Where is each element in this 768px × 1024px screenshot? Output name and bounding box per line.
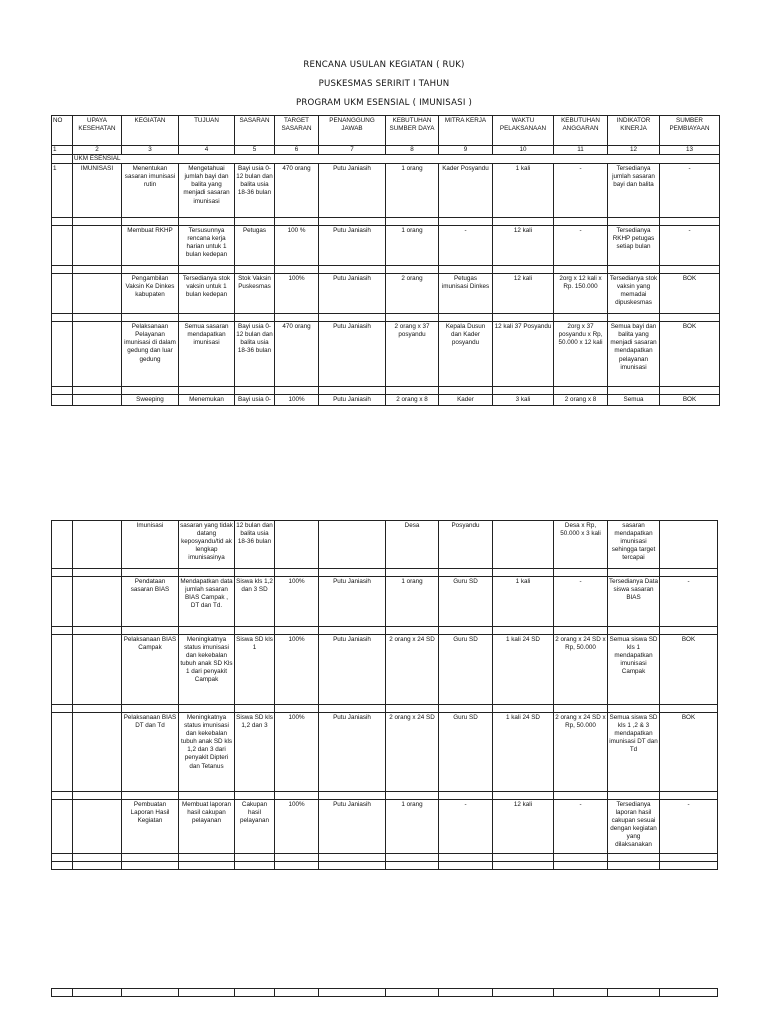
table-cell: Tersedianya Data siswa sasaran BIAS [608,577,660,627]
table-cell: Kader [439,395,493,406]
table-cell: 1 kali [493,164,554,218]
table-cell: 470 orang [275,164,319,218]
table-cell [319,521,386,569]
table-cell: Mendapatkan data jumlah sasaran BIAS Campak , DT dan Td. [179,577,235,627]
table-cell: Meningkatnya status imunisasi dan kekebalan tubuh anak SD Kls 1 dari penyakit Campak [179,635,235,705]
table-cell: Membuat laporan hasil cakupan pelayanan [179,800,235,854]
table-cell [73,395,122,406]
table-cell: Kepala Dusun dan Kader posyandu [439,322,493,387]
table-cell: Putu Janiasih [319,800,386,854]
table-cell: Putu Janiasih [319,226,386,266]
table-cell: Tersusunnya rencana kerja harian untuk 1 bulan kedepan [179,226,235,266]
table-cell: Putu Janiasih [319,322,386,387]
table-cell [73,521,122,569]
table-cell: BOK [660,635,718,705]
table-cell: Pembuatan Laporan Hasil Kegiatan [122,800,179,854]
table-cell: Tersedianya RKHP petugas setiap bulan [608,226,660,266]
table-cell [52,800,73,854]
column-header: MITRA KERJA [439,116,493,146]
table-cell: 1 kali 24 SD [493,635,554,705]
table-cell: 100 % [275,226,319,266]
doc-title: RENCANA USULAN KEGIATAN ( RUK) [303,60,465,70]
column-number: 12 [608,146,660,155]
table-cell: - [554,226,608,266]
column-header: TARGET SASARAN [275,116,319,146]
table-cell: 1 orang [386,164,439,218]
table-cell: BOK [660,713,718,792]
page-2-rows [52,521,718,870]
table-cell: 12 kali [493,274,554,314]
table-cell: Semua [608,395,660,406]
table-cell: Tersedianya jumlah sasaran bayi dan balita [608,164,660,218]
column-header: KEBUTUHAN SUMBER DAYA [386,116,439,146]
table-cell: 100% [275,274,319,314]
table-cell [73,713,122,792]
table-cell [73,635,122,705]
table-cell: - [554,164,608,218]
table-cell: 3 kali [493,395,554,406]
table-cell: 2 orang x 24 SD x Rp, 50.000 [554,635,608,705]
column-number: 11 [554,146,608,155]
column-number: 4 [179,146,235,155]
table-cell [52,713,73,792]
table-cell [52,226,73,266]
table-cell: Bayi usia 0- [235,395,275,406]
column-number: 1 [52,146,73,155]
column-header: NO [52,116,73,146]
column-number: 13 [660,146,720,155]
table-cell: - [660,164,720,218]
table-cell: Pengambilan Vaksin Ke Dinkes kabupaten [122,274,179,314]
column-number-row [52,146,720,155]
table-cell: 12 kali [493,226,554,266]
table-cell: 470 orang [275,322,319,387]
table-cell: sasaran mendapatkan imunisasi sehingga target tercapai [608,521,660,569]
ruk-table-page-3 [51,988,718,997]
table-cell: Petugas imunisasi Dinkes [439,274,493,314]
table-row-empty [52,989,718,997]
table-cell [73,274,122,314]
column-number: 6 [275,146,319,155]
table-cell [73,322,122,387]
table-cell: - [660,577,718,627]
table-cell: Guru SD [439,713,493,792]
table-row [52,577,718,627]
table-row [52,274,720,314]
table-cell: 2 orang x 24 SD x Rp, 50.000 [554,713,608,792]
table-cell [73,226,122,266]
table-cell: Semua bayi dan balita yang menjadi sasaran mendapatkan pelayanan imunisasi [608,322,660,387]
table-cell: Semua sasaran mendapatkan imunisasi [179,322,235,387]
table-cell: Tersedianya stok vaksin untuk 1 bulan kedepan [179,274,235,314]
table-cell: 1 kali 24 SD [493,713,554,792]
table-row [52,800,718,854]
table-cell [73,800,122,854]
table-cell: Putu Janiasih [319,635,386,705]
table-row [52,226,720,266]
table-row [52,635,718,705]
column-number: 7 [319,146,386,155]
table-row-empty [52,862,718,870]
table-cell: Putu Janiasih [319,395,386,406]
ruk-table-page-2 [51,520,718,870]
table-cell [52,274,73,314]
table-cell: Bayi usia 0-12 bulan dan balita usia 18-36 bulan [235,164,275,218]
table-cell: 100% [275,577,319,627]
table-cell: 2 orang x 24 SD [386,635,439,705]
table-cell [73,577,122,627]
table-cell: 2org x 37 posyandu x Rp, 50.000 x 12 kali [554,322,608,387]
table-cell: Siswa kls 1,2 dan 3 SD [235,577,275,627]
table-cell: sasaran yang tidak datang keposyandu/tid ak lengkap imunisasinya [179,521,235,569]
table-cell: Menemukan [179,395,235,406]
table-cell [493,521,554,569]
table-cell: Siswa SD kls 1,2 dan 3 [235,713,275,792]
table-cell: Putu Janiasih [319,274,386,314]
column-number: 5 [235,146,275,155]
section-label: UKM ESENSIAL [73,155,720,164]
doc-subtitle-program: PROGRAM UKM ESENSIAL ( IMUNISASI ) [295,98,473,108]
table-cell: Stok Vaksin Puskesmas [235,274,275,314]
table-cell: Semua siswa SD kls 1 ,2 & 3 mendapatkan imunisasi DT dan Td [608,713,660,792]
table-cell: BOK [660,395,720,406]
table-row-empty [52,792,718,800]
column-header: KEBUTUHAN ANGGARAN [554,116,608,146]
column-number: 2 [73,146,122,155]
table-cell: - [660,226,720,266]
column-header: UPAYA KESEHATAN [73,116,122,146]
column-number: 9 [439,146,493,155]
table-row-empty [52,569,718,577]
table-cell: 2 orang x 37 posyandu [386,322,439,387]
table-cell [660,521,718,569]
table-cell: 2 orang [386,274,439,314]
table-cell: 1 orang [386,226,439,266]
table-cell [52,521,73,569]
column-header: INDIKATOR KINERJA [608,116,660,146]
table-cell: Sweeping [122,395,179,406]
table-row-empty [52,854,718,862]
table-cell: Posyandu [439,521,493,569]
table-cell: Membuat RKHP [122,226,179,266]
table-cell: Putu Janiasih [319,164,386,218]
table-row [52,713,718,792]
document-header [0,56,768,113]
table-cell: Kader Posyandu [439,164,493,218]
table-cell: Tersedianya stok vaksin yang memadai dipuskesmas [608,274,660,314]
table-cell: BOK [660,322,720,387]
table-cell: Putu Janiasih [319,713,386,792]
column-header: TUJUAN [179,116,235,146]
table-row-empty [52,705,718,713]
table-cell: 1 [52,164,73,218]
table-cell: Meningkatnya status imunisasi dan kekebalan tubuh anak SD kls 1,2 dan 3 dari penyakit Dipteri dan Tetanus [179,713,235,792]
table-cell: BOK [660,274,720,314]
table-cell [275,521,319,569]
table-cell: 12 bulan dan balita usia 18-36 bulan [235,521,275,569]
table-cell: Siswa SD kls 1 [235,635,275,705]
table-cell: Cakupan hasil pelayanan [235,800,275,854]
table-row [52,322,720,387]
table-cell: 1 kali [493,577,554,627]
table-cell: 1 orang [386,577,439,627]
table-cell [52,395,73,406]
table-cell: Desa x Rp, 50.000 x 3 kali [554,521,608,569]
doc-subtitle-puskesmas: PUSKESMAS SERIRIT I TAHUN [318,79,450,89]
table-row-empty [52,387,720,395]
table-cell: - [554,800,608,854]
table-cell: 2 orang x 24 SD [386,713,439,792]
table-row-empty [52,314,720,322]
table-cell: 1 orang [386,800,439,854]
column-header: WAKTU PELAKSANAAN [493,116,554,146]
table-row [52,395,720,406]
column-header: PENANGGUNG JAWAB [319,116,386,146]
table-cell: Pelaksanaan Pelayanan imunisasi di dalam gedung dan luar gedung [122,322,179,387]
table-cell: IMUNISASI [73,164,122,218]
column-header: KEGIATAN [122,116,179,146]
table-cell: 12 kali [493,800,554,854]
table-cell: - [660,800,718,854]
table-cell: Putu Janiasih [319,577,386,627]
table-cell: 100% [275,713,319,792]
table-cell: Semua siswa SD kls 1 mendapatkan imunisasi Campak [608,635,660,705]
table-cell: 2 orang x 8 [554,395,608,406]
table-cell: Pendataan sasaran BIAS [122,577,179,627]
table-row [52,521,718,569]
table-cell: - [439,800,493,854]
table-cell: Pelaksanaan BIAS Campak [122,635,179,705]
table-cell: Imunisasi [122,521,179,569]
table-cell [52,322,73,387]
column-number: 3 [122,146,179,155]
table-cell: Menentukan sasaran imunisasi rutin [122,164,179,218]
section-row [52,155,720,164]
column-header: SASARAN [235,116,275,146]
table-cell: - [554,577,608,627]
table-row-empty [52,266,720,274]
column-header: SUMBER PEMBIAYAAN [660,116,720,146]
table-cell: Mengetahuai jumlah bayi dan balita yang menjadi sasaran imunisasi [179,164,235,218]
table-cell: Guru SD [439,635,493,705]
table-cell: 2org x 12 kali x Rp. 150.000 [554,274,608,314]
column-number: 10 [493,146,554,155]
table-cell [52,635,73,705]
column-number: 8 [386,146,439,155]
table-cell: Petugas [235,226,275,266]
table-cell: 2 orang x 8 [386,395,439,406]
table-row-empty [52,218,720,226]
table-row [52,164,720,218]
ruk-table-page-1 [51,115,720,406]
page-1-rows [52,164,720,406]
table-cell: 100% [275,800,319,854]
table-cell: 100% [275,395,319,406]
table-cell: - [439,226,493,266]
table-cell: Pelaksanaan BIAS DT dan Td [122,713,179,792]
table-cell: 12 kali 37 Posyandu [493,322,554,387]
table-cell: Bayi usia 0-12 bulan dan balita usia 18-36 bulan [235,322,275,387]
table-cell: 100% [275,635,319,705]
table-cell: Tersedianya laporan hasil cakupan sesuai dengan kegiatan yang dilaksanakan [608,800,660,854]
table-cell [52,577,73,627]
table-cell: Guru SD [439,577,493,627]
table-row-empty [52,627,718,635]
table-cell: Desa [386,521,439,569]
table-header-row [52,116,720,146]
